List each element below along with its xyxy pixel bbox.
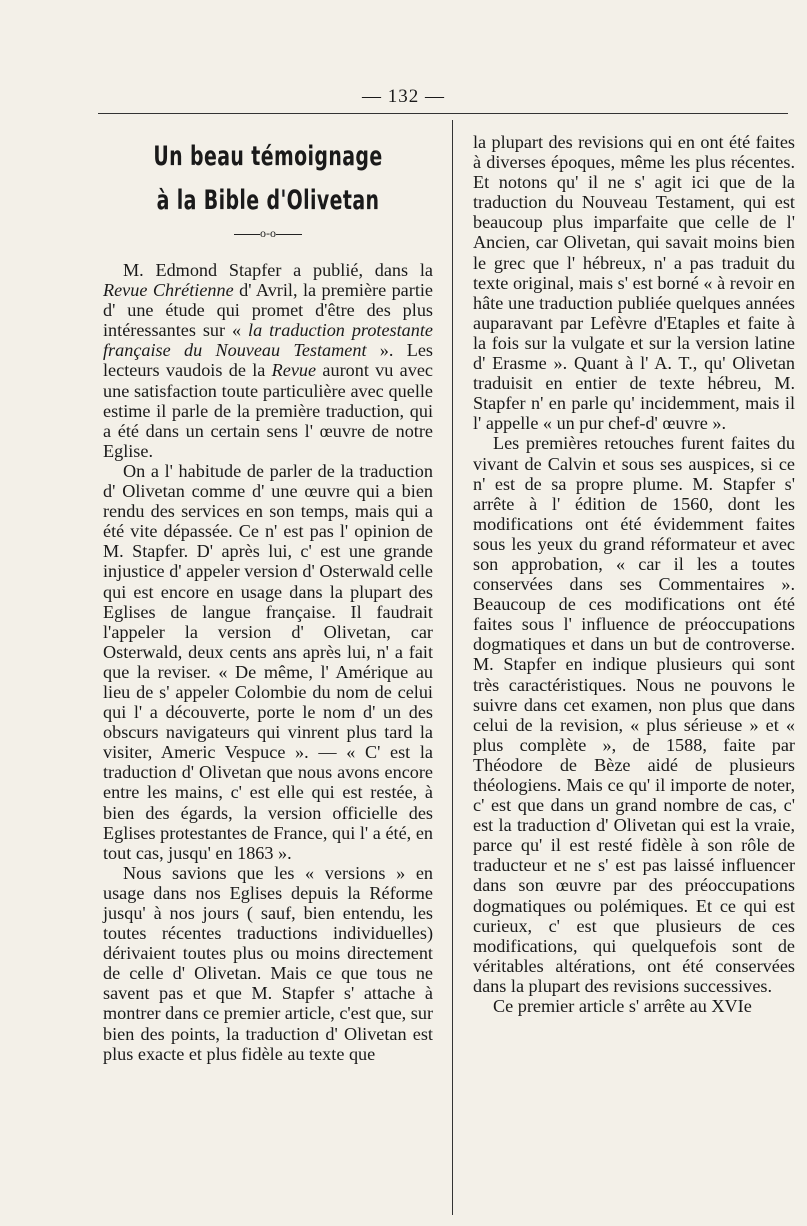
paragraph-2: On a l' habitude de parler de la traduction d' Olivetan comme d' une œuvre qui a bien rendu des services en son temps, mais qui a été vite dépassée. Ce n' est pas l' opinion de M. Stapfer. D' après lui, c' est une grande injustice d' appeler version d' Osterwald celle qui est encore en usage dans la plupart des Eglises de langue française. Il faudrait l'appeler la version d' Olivetan, car Osterwald, deux cents ans après lui, n' a fait que la reviser. « De même, l' Amérique au lieu de s' appeler Colombie du nom de celui qui l' a découverte, porte le nom d' un des obscurs navigateurs qui vinrent plus tard la visiter, Americ Vespuce ». — « C' est la traduction d' Olivetan que nous avons encore entre les mains, c' est elle qui est restée, à bien des égards, la version officielle des Eglises protestantes de France, qui l' a été, en tout cas, jusqu' en 1863 ». xyxy=(103,460,433,863)
left-column xyxy=(103,132,433,1064)
p1-text-a: M. Edmond Stapfer a publié, dans la xyxy=(123,260,433,280)
article-title-line-2: à la Bible d'Olivetan xyxy=(156,185,380,216)
p1-text-c: ». Les lecteurs vaudois de la xyxy=(103,340,434,381)
ornament-line-left xyxy=(234,234,260,235)
right-column xyxy=(473,132,795,1016)
p1-revue-title: Revue Chrétienne xyxy=(103,280,234,301)
ornament-glyph: o-o xyxy=(260,226,276,240)
paragraph-5: Ce premier article s' arrête au XVIe xyxy=(493,996,752,1017)
paragraph-3-continued: la plupart des revisions qui en ont été faites à diverses époques, même les plus récentes. Et notons qu' il ne s' agit ici que de la traduction du Nouveau Testament, qui est beaucoup plus imparfaite que celle de l' Ancien, car Olivetan, qui savait moins bien le grec que l' hébreux, n' a pas traduit du texte original, mais s' est borné « à revoir en hâte une traduction publiée quelques années auparavant par Lefèvre d'Etaples et faite à la fois sur la vulgate et sur la version latine d' Erasme ». Quant à l' A. T., qu' Olivetan traduisit en entier de texte hébreu, M. Stapfer n' en parle qu' incidemment, mais il l' appelle « un pur chef-d' œuvre ». xyxy=(473,132,795,434)
paragraph-4: Les premières retouches furent faites du vivant de Calvin et sous ses auspices, si ce n' est de sa propre plume. M. Stapfer s' arrête à l' édition de 1560, dont les modifications ont été évidemment faites sous les yeux du grand réformateur et avec son approbation, « car il les a toutes conservées dans ses Commentaires ». Beaucoup de ces modifications ont été faites sous l' influence de préoccupations dogmatiques et dans un but de controverse. M. Stapfer en indique plusieurs qui sont très caractéristiques. Nous ne pouvons le suivre dans cet examen, non plus que dans celui de la revision, « plus sérieuse » et « plus complète », de 1588, faite par Théodore de Bèze aidé de plusieurs théologiens. Mais ce qu' il importe de noter, c' est que dans un grand nombre de cas, c' est la traduction d' Olivetan qui est la vraie, parce qu' il est resté fidèle à son rôle de traducteur et ne s' est pas laissé influencer dans son œuvre par des préoccupations dogmatiques ou polémiques. Et ce qui est curieux, c' est que plusieurs de ces modifications, qui quelquefois sont de véritables altérations, ont été conservées dans la plupart des revisions successives. xyxy=(473,433,795,996)
ornament-line-right xyxy=(276,234,302,235)
column-divider xyxy=(452,120,453,1215)
article-title-line-1: Un beau témoignage xyxy=(153,141,383,172)
p1-text-b: d' Avril, la première partie d' une étude qui promet d'être des plus intéressantes sur « xyxy=(103,280,433,341)
p1-text-d: auront vu avec une satisfaction toute particulière avec quelle estime il parle de la première traduction, qui a été dans un certain sens l' œuvre de notre Eglise. xyxy=(103,360,433,461)
page-number: — 132 — xyxy=(362,86,445,107)
paragraph-3: Nous savions que les « versions » en usage dans nos Eglises depuis la Réforme jusqu' à nos jours ( sauf, bien entendu, les toutes récentes traductions individuelles) dérivaient toutes plus ou moins directement de celle d' Olivetan. Mais ce que tous ne savent pas et que M. Stapfer s' attache à montrer dans ce premier article, c'est que, sur bien des points, la traduction d' Olivetan est plus exacte et plus fidèle au texte que xyxy=(103,862,434,1064)
paragraph-1 xyxy=(103,260,433,461)
p1-quoted-title: la traduction protestante française du Nouveau Testament xyxy=(103,320,433,361)
header-rule xyxy=(98,113,788,114)
title-ornament xyxy=(103,226,433,240)
p1-revue-short: Revue xyxy=(271,360,317,381)
